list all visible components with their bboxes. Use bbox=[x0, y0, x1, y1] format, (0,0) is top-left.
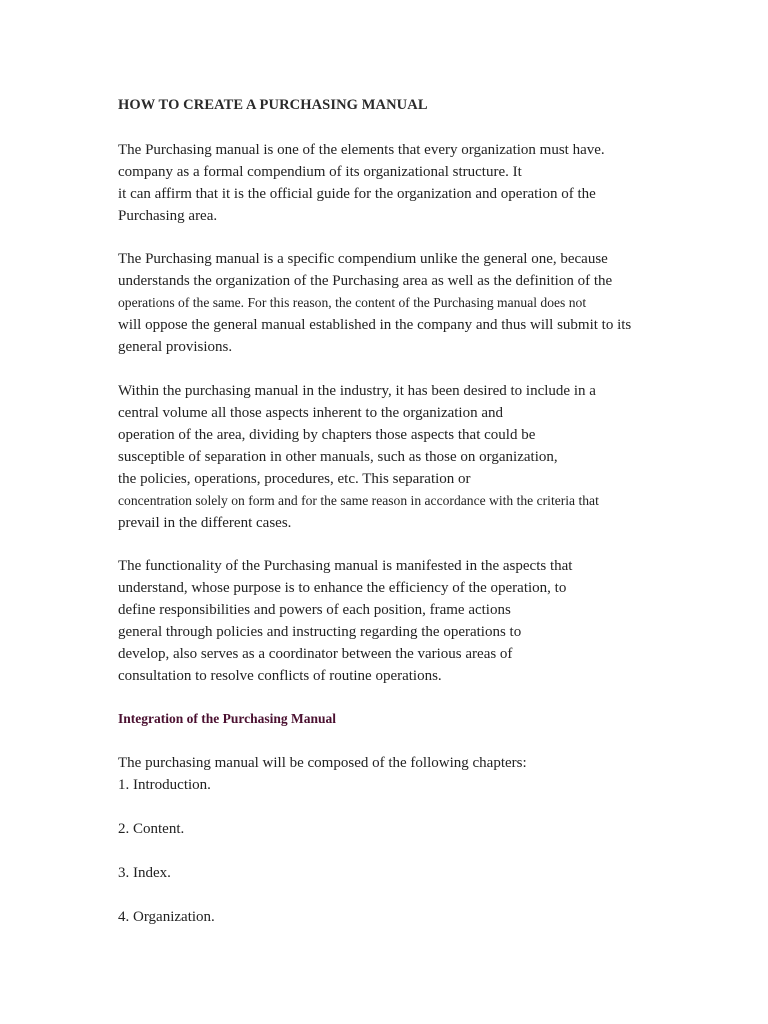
paragraph-line: will oppose the general manual established in the company and thus will submit to its bbox=[118, 317, 632, 333]
paragraph-2 bbox=[118, 248, 698, 358]
chapter-item: 1. Introduction. bbox=[118, 777, 211, 793]
paragraph-line: consultation to resolve conflicts of routine operations. bbox=[118, 668, 442, 684]
chapter-item: 2. Content. bbox=[118, 821, 185, 837]
paragraph-line: prevail in the different cases. bbox=[118, 515, 292, 531]
paragraph-line: develop, also serves as a coordinator between the various areas of bbox=[118, 646, 513, 662]
paragraph-line: define responsibilities and powers of each position, frame actions bbox=[118, 602, 511, 618]
chapters-list bbox=[118, 752, 527, 928]
paragraph-line: operation of the area, dividing by chapters those aspects that could be bbox=[118, 427, 536, 443]
paragraph-line: it can affirm that it is the official guide for the organization and operation of the bbox=[118, 186, 596, 202]
paragraph-line: general provisions. bbox=[118, 339, 233, 355]
paragraph-line: general through policies and instructing regarding the operations to bbox=[118, 624, 522, 640]
paragraph-line: understands the organization of the Purchasing area as well as the definition of the bbox=[118, 273, 613, 289]
paragraph-line: company as a formal compendium of its organizational structure. It bbox=[118, 164, 522, 180]
paragraph-line: the policies, operations, procedures, etc. This separation or bbox=[118, 471, 471, 487]
paragraph-line: The Purchasing manual is a specific compendium unlike the general one, because bbox=[118, 251, 608, 267]
paragraph-line: central volume all those aspects inherent to the organization and bbox=[118, 405, 504, 421]
paragraph-line: understand, whose purpose is to enhance the efficiency of the operation, to bbox=[118, 580, 567, 596]
document-title: HOW TO CREATE A PURCHASING MANUAL bbox=[118, 97, 428, 113]
paragraph-line: The Purchasing manual is one of the elements that every organization must have. bbox=[118, 142, 605, 158]
chapters-intro: The purchasing manual will be composed of the following chapters: bbox=[118, 755, 527, 771]
chapter-item: 3. Index. bbox=[118, 865, 171, 881]
chapter-item: 4. Organization. bbox=[118, 909, 215, 925]
paragraph-3 bbox=[118, 380, 698, 534]
section-heading: Integration of the Purchasing Manual bbox=[118, 711, 337, 726]
paragraph-line: Purchasing area. bbox=[118, 208, 218, 224]
paragraph-line: operations of the same. For this reason, the content of the Purchasing manual does not bbox=[118, 295, 587, 310]
paragraph-line: Within the purchasing manual in the industry, it has been desired to include in a bbox=[118, 383, 596, 399]
paragraph-4 bbox=[118, 555, 698, 687]
paragraph-1 bbox=[118, 139, 698, 227]
paragraph-line: concentration solely on form and for the same reason in accordance with the criteria that bbox=[118, 493, 599, 508]
paragraph-line: The functionality of the Purchasing manual is manifested in the aspects that bbox=[118, 558, 573, 574]
paragraph-line: susceptible of separation in other manuals, such as those on organization, bbox=[118, 449, 558, 465]
